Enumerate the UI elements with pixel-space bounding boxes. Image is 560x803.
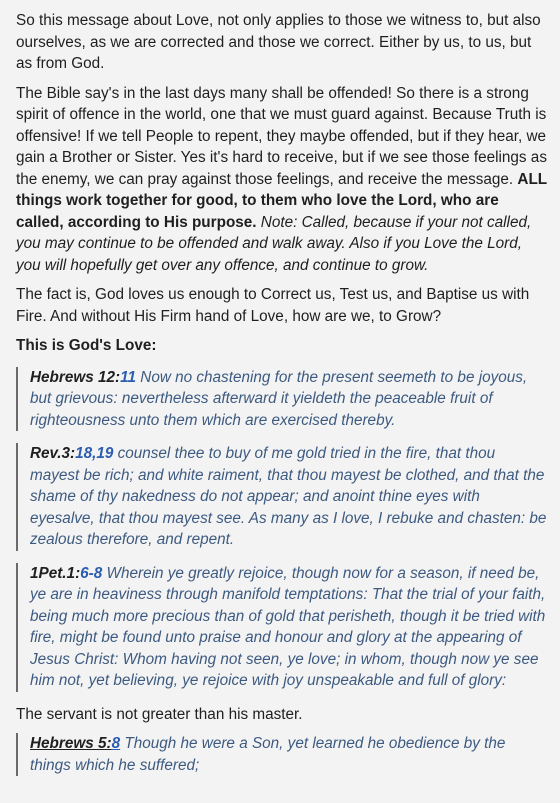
verse-link-11[interactable]: 11 xyxy=(120,368,137,386)
quote-text: counsel thee to buy of me gold tried in the fire, that thou mayest be rich; and white raiment, that thou mayest be clothed, and that the shame of thy nakedness do not appear; and anoint thine eyes with eyesalve, that thou mayest see. As many as I love, I rebuke and chasten: be zealous therefore, and repent. xyxy=(30,445,547,548)
paragraph-correction: The fact is, God loves us enough to Correct us, Test us, and Baptise us with Fire. And without His Firm hand of Love, how are we, to Grow? xyxy=(16,286,530,325)
paragraph-servant: The servant is not greater than his master. xyxy=(16,705,303,723)
offence-text: The Bible say's in the last days many shall be offended! So there is a strong spirit of offence in the world, one that we must guard against. Because Truth is offensive! If we tell People to repent, they maybe offended, but if they hear, we gain a Brother or Sister. Yes it's hard to receive, but if we see those feelings as the enemy, we can pray against those feelings, and receive the message. xyxy=(16,84,547,188)
quote-rev-3 xyxy=(16,443,548,551)
quote-hebrews-12 xyxy=(16,367,548,432)
verse-link-18[interactable]: 18 xyxy=(75,445,93,462)
called-note: Note: Called, because if your not called, you may continue to be offended and walk away. Also if you Love the Lord, you will hopefully get over any offence, and continue to grow. xyxy=(16,213,532,274)
quote-ref: Rev.3: xyxy=(30,445,76,462)
paragraph-offence xyxy=(16,83,548,277)
quote-ref: 1Pet.1: xyxy=(30,564,81,582)
verse-link-6-8[interactable]: 6-8 xyxy=(80,564,103,582)
quote-ref: Hebrews 12: xyxy=(30,368,121,386)
quote-text: Now no chastening for the present seemeth to be joyous, but grievous: nevertheless afterward it yieldeth the peaceable fruit of righteousness unto them which are exercised thereby. xyxy=(30,368,528,429)
quote-hebrews-5 xyxy=(16,733,548,776)
quote-1pet-1 xyxy=(16,563,548,692)
gods-love-heading: This is God's Love: xyxy=(16,337,157,354)
romans-emphasis: ALL things work together for good, to them who love the Lord, who are called, according to His purpose. xyxy=(16,170,547,231)
verse-separator: , xyxy=(92,445,97,462)
quote-ref-link[interactable]: Hebrews 5: xyxy=(30,735,112,752)
verse-link-19[interactable]: 19 xyxy=(96,445,114,462)
quote-text: Though he were a Son, yet learned he obedience by the things which he suffered; xyxy=(30,735,506,774)
quote-text: Wherein ye greatly rejoice, though now for a season, if need be, ye are in heaviness through manifold temptations: That the trial of your faith, being much more precious than of gold that perisheth, though it be tried with fire, might be found unto praise and honour and glory at the appearing of Jesus Christ: Whom having not seen, ye love; in whom, though now ye see him not, yet believing, ye rejoice with joy unspeakable and full of glory: xyxy=(30,564,546,689)
verse-link-8[interactable]: 8 xyxy=(111,735,121,752)
paragraph-love-message: So this message about Love, not only applies to those we witness to, but also ourselves, as we are corrected and those we correct. Either by us, to us, but as from God. xyxy=(16,12,541,72)
